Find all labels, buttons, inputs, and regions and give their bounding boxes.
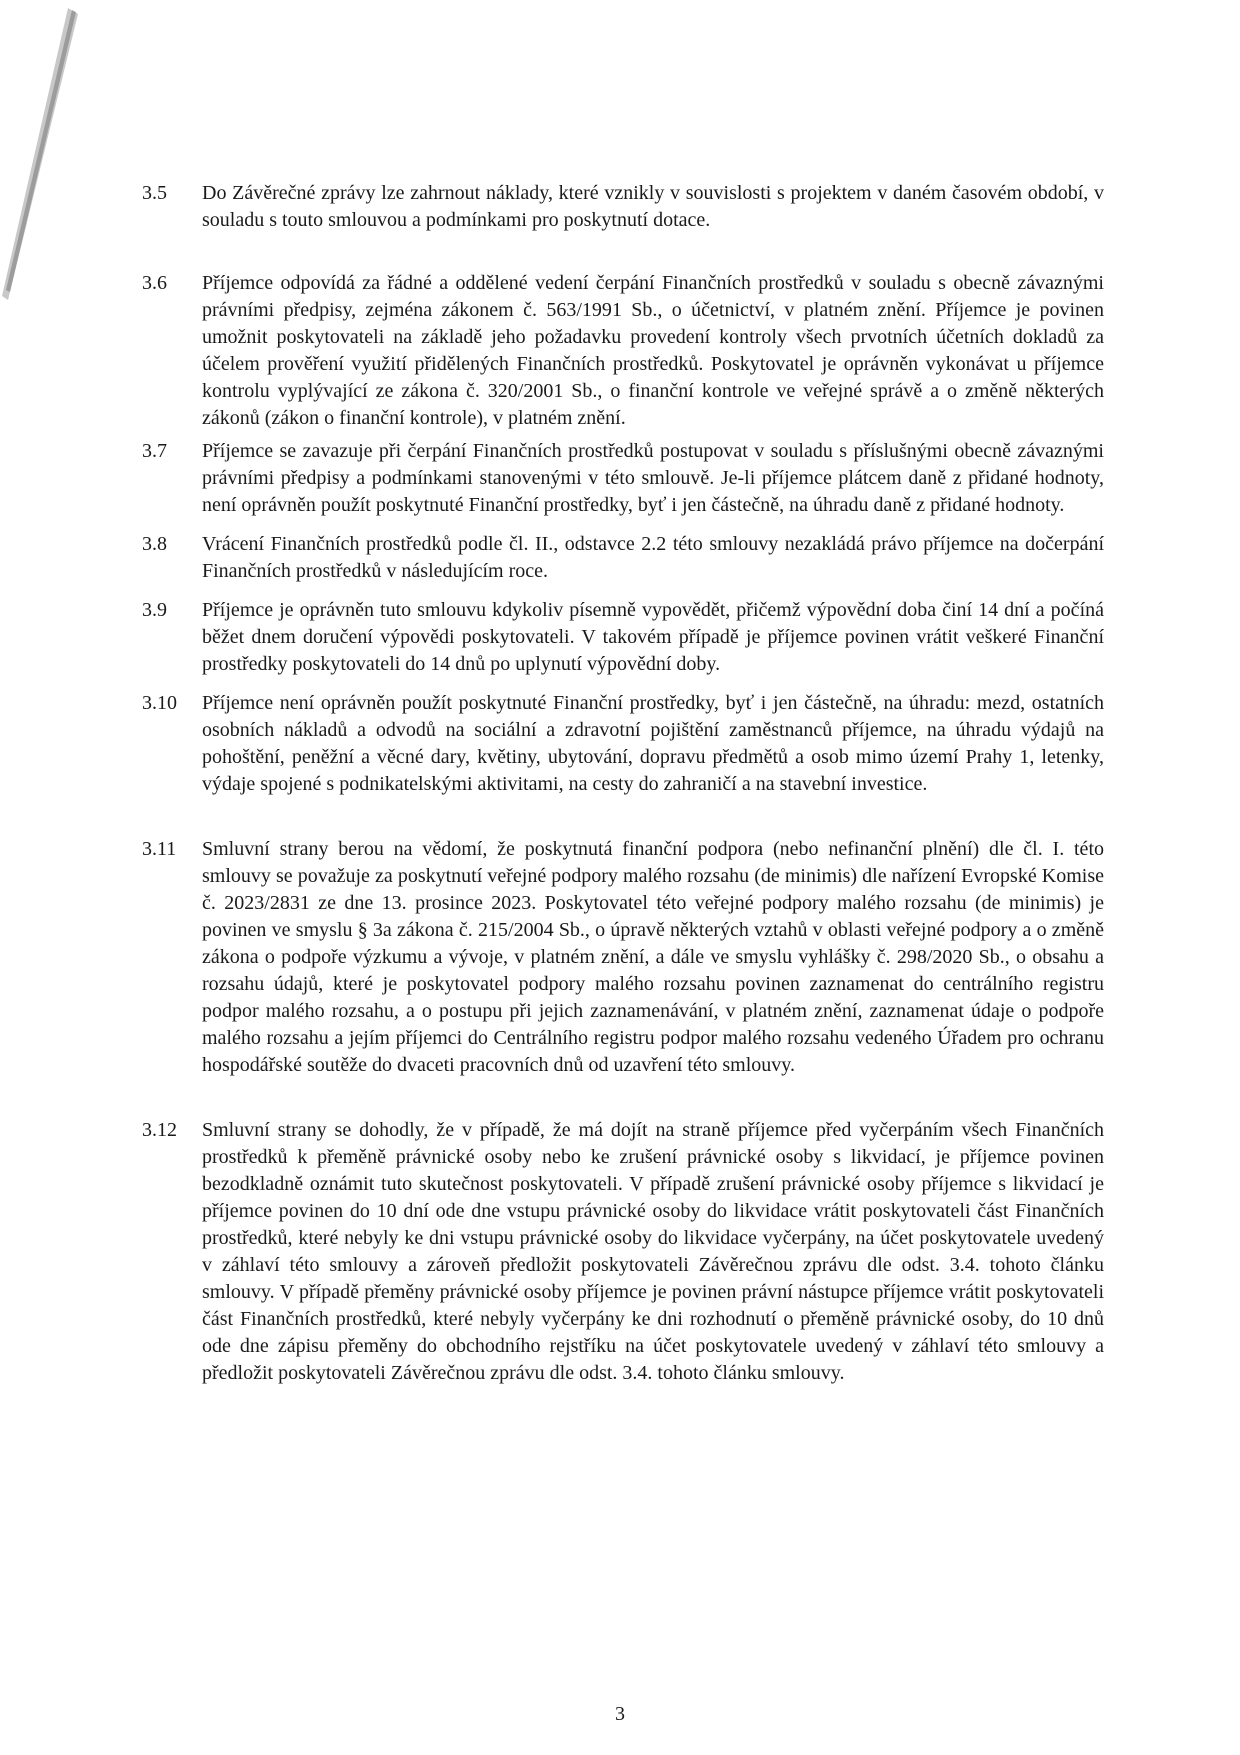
document-page [142,180,1104,1387]
scan-edge-shadow [0,0,90,330]
clause-text: Smluvní strany berou na vědomí, že poskytnutá finanční podpora (nebo nefinanční plnění) dle čl. I. této smlouvy se považuje za poskytnutí veřejné podpory malého rozsahu (de minimis) dle nařízení Evropské Komise č. 2023/2831 ze dne 13. prosince 2023. Poskytovatel této veřejné podpory malého rozsahu (de minimis) je povinen ve smyslu § 3a zákona č. 215/2004 Sb., o úpravě některých vztahů v oblasti veřejné podpory a o změně zákona o podpoře výzkumu a vývoje, v platném znění, a dále ve smyslu vyhlášky č. 298/2020 Sb., o obsahu a rozsahu údajů, které je poskytovatel podpory malého rozsahu povinen zaznamenat do centrálního registru podpor malého rozsahu, a o postupu při jejich zaznamenávání, v platném znění, zaznamenat údaje o podpoře malého rozsahu a jejím příjemci do Centrálního registru podpor malého rozsahu vedeného Úřadem pro ochranu hospodářské soutěže do dvaceti pracovních dnů od uzavření této smlouvy. [202,838,1104,1076]
clause-text: Smluvní strany se dohodly, že v případě, že má dojít na straně příjemce před vyčerpáním všech Finančních prostředků k přeměně právnické osoby nebo ke zrušení právnické osoby s likvidací, je příjemce povinen bezodkladně oznámit tuto skutečnost poskytovateli. V případě zrušení právnické osoby příjemce s likvidací je příjemce povinen do 10 dní ode dne vstupu právnické osoby do likvidace vrátit poskytovateli část Finančních prostředků, které nebyly ke dni vstupu právnické osoby do likvidace vyčerpány, na účet poskytovatele uvedený v záhlaví této smlouvy a zároveň předložit poskytovateli Závěrečnou zprávu dle odst. 3.4. tohoto článku smlouvy. V případě přeměny právnické osoby příjemce je povinen právní nástupce příjemce vrátit poskytovateli část Finančních prostředků, které nebyly vyčerpány ke dni rozhodnutí o přeměně právnické osoby, do 10 dnů ode dne zápisu přeměny do obchodního rejstříku na účet poskytovatele uvedený v záhlaví této smlouvy a předložit poskytovateli Závěrečnou zprávu dle odst. 3.4. tohoto článku smlouvy. [202,1119,1104,1384]
clause-number: 3.12 [142,1119,177,1141]
clause-number: 3.9 [142,599,167,621]
clause-number: 3.11 [142,838,177,860]
clause-text: Příjemce není oprávněn použít poskytnuté Finanční prostředky, byť i jen částečně, na úhradu: mezd, ostatních osobních nákladů a odvodů na sociální a zdravotní pojištění zaměstnanců příjemce, na úhradu výdajů na pohoštění, peněžní a věcné dary, květiny, ubytování, dopravu předmětů a osob mimo území Prahy 1, letenky, výdaje spojené s podnikatelskými aktivitami, na cesty do zahraničí a na stavební investice. [202,692,1104,795]
clause-text: Do Závěrečné zprávy lze zahrnout náklady, které vznikly v souvislosti s projektem v daném časovém období, v souladu s touto smlouvou a podmínkami pro poskytnutí dotace. [202,182,1104,231]
clause-text: Příjemce odpovídá za řádné a oddělené vedení čerpání Finančních prostředků v souladu s obecně závaznými právními předpisy, zejména zákonem č. 563/1991 Sb., o účetnictví, v platném znění. Příjemce je povinen umožnit poskytovateli na základě jeho požadavku provedení kontroly všech prvotních účetních dokladů za účelem prověření využití přidělených Finančních prostředků. Poskytovatel je oprávněn vykonávat u příjemce kontrolu vyplývající ze zákona č. 320/2001 Sb., o finanční kontrole ve veřejné správě a o změně některých zákonů (zákon o finanční kontrole), v platném znění. [202,272,1104,429]
clause-number: 3.6 [142,272,167,294]
clause-number: 3.7 [142,440,167,462]
clause-3-6 [142,270,1104,432]
clause-text: Vrácení Finančních prostředků podle čl. II., odstavce 2.2 této smlouvy nezakládá právo příjemce na dočerpání Finančních prostředků v následujícím roce. [202,533,1104,582]
clause-3-10 [142,690,1104,798]
clause-3-12 [142,1117,1104,1387]
clause-3-9 [142,597,1104,678]
page-number: 3 [615,1703,625,1725]
clause-number: 3.10 [142,692,177,714]
clause-text: Příjemce se zavazuje při čerpání Finančních prostředků postupovat v souladu s příslušnými obecně závaznými právními předpisy a podmínkami stanovenými v této smlouvě. Je-li příjemce plátcem daně z přidané hodnoty, není oprávněn použít poskytnuté Finanční prostředky, byť i jen částečně, na úhradu daně z přidané hodnoty. [202,440,1104,516]
clause-3-5 [142,180,1104,234]
clause-text: Příjemce je oprávněn tuto smlouvu kdykoliv písemně vypovědět, přičemž výpovědní doba činí 14 dní a počíná běžet dnem doručení výpovědi poskytovateli. V takovém případě je příjemce povinen vrátit veškeré Finanční prostředky poskytovateli do 14 dnů po uplynutí výpovědní doby. [202,599,1104,675]
clause-number: 3.5 [142,182,167,204]
clause-3-7 [142,438,1104,519]
clause-3-11 [142,836,1104,1079]
clause-number: 3.8 [142,533,167,555]
clause-3-8 [142,531,1104,585]
